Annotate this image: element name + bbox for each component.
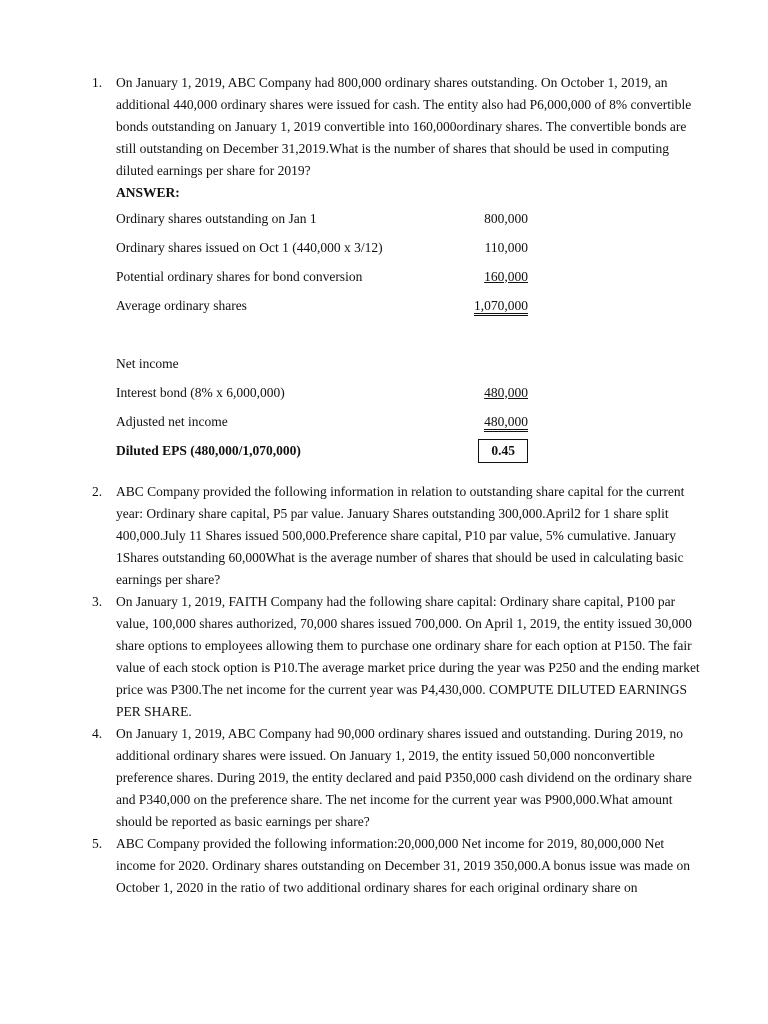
question-number: 1. bbox=[92, 75, 103, 90]
row-label: Interest bond (8% x 6,000,000) bbox=[116, 384, 285, 400]
question-5 bbox=[92, 833, 700, 899]
row-value: 160,000 bbox=[484, 268, 528, 284]
answer-row bbox=[116, 204, 700, 233]
question-list bbox=[92, 72, 700, 899]
answer-row bbox=[116, 378, 700, 407]
row-label: Ordinary shares outstanding on Jan 1 bbox=[116, 210, 317, 226]
row-label: Potential ordinary shares for bond conversion bbox=[116, 268, 363, 284]
row-value: 480,000 bbox=[484, 414, 528, 432]
question-4 bbox=[92, 723, 700, 833]
answer-row bbox=[116, 407, 700, 436]
question-2 bbox=[92, 481, 700, 591]
row-label: Average ordinary shares bbox=[116, 297, 247, 313]
row-label: Net income bbox=[116, 355, 179, 371]
question-number: 2. bbox=[92, 484, 103, 499]
row-label: Ordinary shares issued on Oct 1 (440,000 x 3/12) bbox=[116, 239, 383, 255]
question-number: 5. bbox=[92, 836, 103, 851]
row-value: 800,000 bbox=[484, 210, 528, 226]
answer-row bbox=[116, 233, 700, 262]
question-text: On January 1, 2019, ABC Company had 90,000 ordinary shares issued and outstanding. During 2019, no additional ordinary shares were issued. On January 1, 2019, the entity issued 50,000 nonconvertible preference shares. During 2019, the entity declared and paid P350,000 cash dividend on the ordinary share and P340,000 on the preference share. The net income for the current year was P900,000.What amount should be reported as basic earnings per share? bbox=[116, 726, 692, 829]
question-number: 3. bbox=[92, 594, 103, 609]
row-value: 480,000 bbox=[484, 384, 528, 400]
answer-row bbox=[116, 349, 700, 378]
row-label: Adjusted net income bbox=[116, 413, 228, 429]
row-label: Diluted EPS (480,000/1,070,000) bbox=[116, 442, 301, 458]
answer-heading: ANSWER: bbox=[116, 185, 180, 200]
question-text: On January 1, 2019, FAITH Company had the following share capital: Ordinary share capital, P100 par value, 100,000 shares authorized, 70,000 shares issued 700,000. On April 1, 2019, the entity issued 30,000 share options to employees allowing them to purchase one ordinary share for each option at P150. The fair value of each stock option is P10.The average market price during the year was P250 and the ending market price was P300.The net income for the current year was P4,430,000. COMPUTE DILUTED EARNINGS PER SHARE. bbox=[116, 594, 700, 719]
diluted-eps-value: 0.45 bbox=[478, 439, 528, 463]
row-value: 110,000 bbox=[484, 239, 528, 255]
answer-row bbox=[116, 436, 700, 465]
question-number: 4. bbox=[92, 726, 103, 741]
row-value: 1,070,000 bbox=[474, 298, 528, 316]
question-text: On January 1, 2019, ABC Company had 800,000 ordinary shares outstanding. On October 1, 2019, an additional 440,000 ordinary shares were issued for cash. The entity also had P6,000,000 of 8% convertible bonds outstanding on January 1, 2019 convertible into 160,000ordinary shares. The convertible bonds are still outstanding on December 31,2019.What is the number of shares that should be used in computing diluted earnings per share for 2019? bbox=[116, 75, 692, 178]
question-text: ABC Company provided the following information:20,000,000 Net income for 2019, 80,000,000 Net income for 2020. Ordinary shares outstanding on December 31, 2019 350,000.A bonus issue was made on October 1, 2020 in the ratio of two additional ordinary shares for each original ordinary share on bbox=[116, 836, 691, 895]
answer-row bbox=[116, 262, 700, 291]
question-3 bbox=[92, 591, 700, 723]
answer-row bbox=[116, 291, 700, 320]
question-1 bbox=[92, 72, 700, 182]
question-text: ABC Company provided the following information in relation to outstanding share capital for the current year: Ordinary share capital, P5 par value. January Shares outstanding 300,000.April2 for 1 share split 400,000.July 11 Shares issued 500,000.Preference share capital, P10 par value, 5% cumulative. January 1Shares outstanding 60,000What is the average number of shares that should be used in calculating basic earnings per share? bbox=[116, 484, 685, 587]
